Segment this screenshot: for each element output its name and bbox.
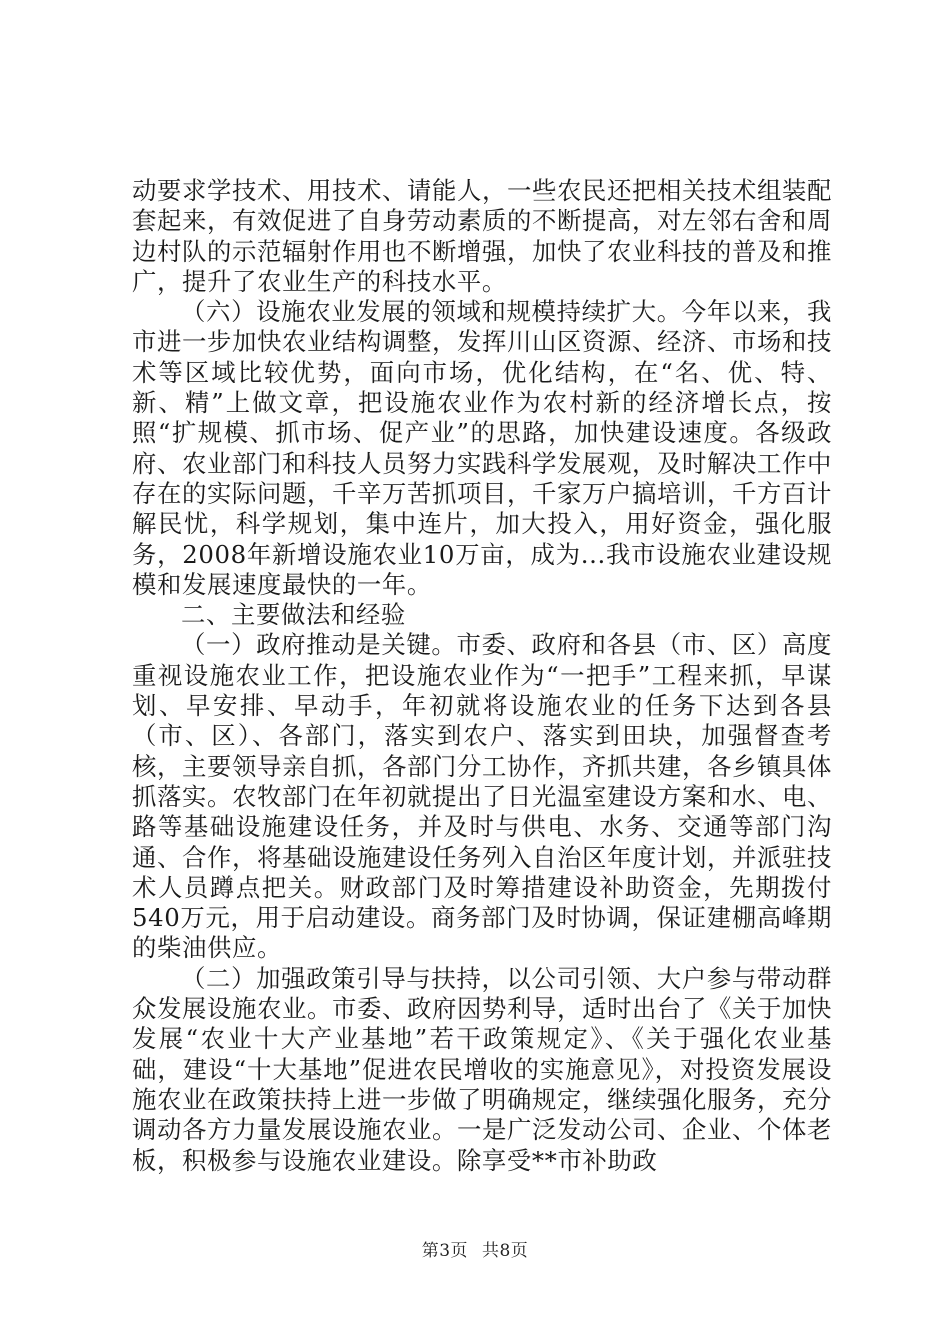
page-total: 共8页	[481, 1241, 529, 1261]
document-body	[132, 176, 832, 1176]
page-footer	[0, 1236, 950, 1261]
page-number: 第3页	[421, 1241, 469, 1261]
paragraph-two: （二）加强政策引导与扶持，以公司引领、大户参与带动群众发展设施农业。市委、政府因势利导，适时出台了《关于加快发展“农业十大产业基地”若干政策规定》、《关于强化农业基础，建设“十大基地”促进农民增收的实施意见》，对投资发展设施农业在政策扶持上进一步做了明确规定，继续强化服务，充分调动各方力量发展设施农业。一是广泛发动公司、企业、个体老板，积极参与设施农业建设。除享受**市补助政	[132, 963, 832, 1175]
section-heading-two: 二、主要做法和经验	[181, 600, 406, 630]
paragraph-one: （一）政府推动是关键。市委、政府和各县（市、区）高度重视设施农业工作，把设施农业作为“一把手”工程来抓，早谋划、早安排、早动手，年初就将设施农业的任务下达到各县（市、区）、各部门，落实到农户、落实到田块，加强督查考核，主要领导亲自抓，各部门分工协作，齐抓共建，各乡镇具体抓落实。农牧部门在年初就提出了日光温室建设方案和水、电、路等基础设施建设任务，并及时与供电、水务、交通等部门沟通、合作，将基础设施建设任务列入自治区年度计划，并派驻技术人员蹲点把关。财政部门及时筹措建设补助资金，先期拨付540万元，用于启动建设。商务部门及时协调，保证建棚高峰期的柴油供应。	[132, 630, 832, 963]
paragraph-continued: 动要求学技术、用技术、请能人，一些农民还把相关技术组装配套起来，有效促进了自身劳动素质的不断提高，对左邻右舍和周边村队的示范辐射作用也不断增强，加快了农业科技的普及和推广，提升了农业生产的科技水平。	[132, 176, 832, 296]
paragraph-six: （六）设施农业发展的领域和规模持续扩大。今年以来，我市进一步加快农业结构调整，发挥川山区资源、经济、市场和技术等区域比较优势，面向市场，优化结构，在“名、优、特、新、精”上做文章，把设施农业作为农村新的经济增长点，按照“扩规模、抓市场、促产业”的思路，加快建设速度。各级政府、农业部门和科技人员努力实践科学发展观，及时解决工作中存在的实际问题，千辛万苦抓项目，千家万户搞培训，千方百计解民忧，科学规划，集中连片，加大投入，用好资金，强化服务，2008年新增设施农业10万亩，成为...我市设施农业建设规模和发展速度最快的一年。	[132, 297, 832, 599]
